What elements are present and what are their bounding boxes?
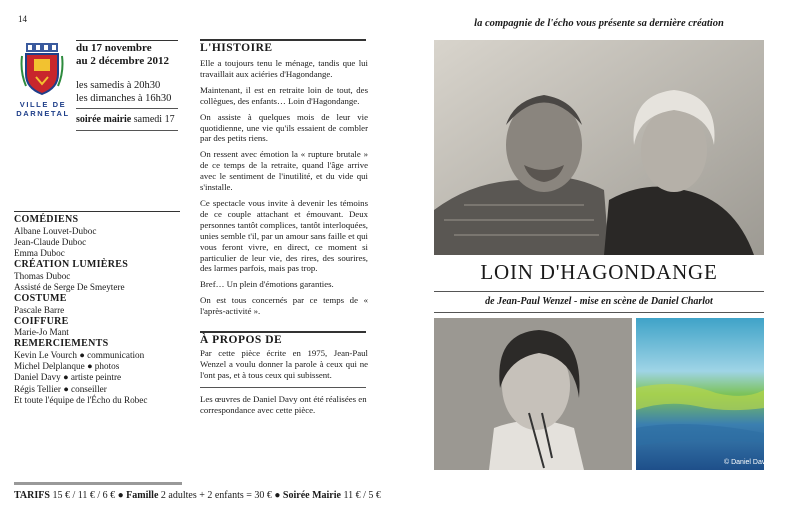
credit-line: Daniel Davy ● artiste peintre [14, 372, 122, 383]
divider [76, 108, 178, 109]
apropos-heading: À PROPOS DE [200, 334, 283, 346]
credit-line: Michel Delplanque ● photos [14, 361, 120, 372]
soiree-mairie-price: 11 € / 5 € [343, 490, 381, 501]
town-crest-logo [20, 42, 64, 96]
histoire-text [200, 58, 368, 322]
divider [434, 291, 764, 292]
credits-heading-lumieres: CRÉATION LUMIÈRES [14, 259, 129, 271]
famille-price: 2 adultes + 2 enfants = 30 € [160, 490, 272, 501]
show-title: LOIN D'HAGONDANGE [480, 260, 718, 284]
soiree-label: soirée mairie [76, 114, 132, 125]
actress-photo [434, 318, 632, 470]
credit-line: Albane Louvet-Duboc [14, 225, 97, 236]
credits-heading-coiffure: COIFFURE [14, 315, 69, 327]
divider [14, 482, 182, 485]
tarifs-line: TARIFS 15 € / 11 € / 6 € ● Famille 2 adultes + 2 enfants = 30 € ● Soirée Mairie 11 € / 5 € [14, 490, 381, 501]
divider [200, 39, 366, 41]
credit-line: Kevin Le Vourch ● communication [14, 349, 145, 360]
apropos-note: Les œuvres de Daniel Davy ont été réalisées en correspondance avec cette pièce. [200, 394, 367, 415]
show-times [76, 80, 186, 105]
divider [76, 130, 178, 131]
credit-line: Et toute l'équipe de l'Écho du Robec [14, 394, 148, 405]
credits-list [14, 214, 189, 406]
soiree-mairie [76, 114, 175, 125]
painting-image [636, 318, 764, 470]
tarifs-prices: 15 € / 11 € / 6 € [52, 490, 116, 501]
credits-heading-costume: COSTUME [14, 293, 67, 305]
date-range-end: au 2 décembre 2012 [76, 54, 169, 67]
credit-line: Thomas Duboc [14, 270, 71, 281]
histoire-paragraph: On ressent avec émotion la « rupture brutale » de ce temps de la retraite, quand l'âge arrive avec le sentiment de l'inutilité, et du vide qui s'installe. [200, 149, 368, 193]
town-name [14, 100, 72, 118]
credit-line: Marie-Jo Mant [14, 327, 69, 338]
painting-credit: © Daniel Davy [724, 459, 769, 466]
couple-photo [434, 40, 764, 255]
page-number: 14 [18, 14, 27, 24]
histoire-heading: L'HISTOIRE [200, 42, 273, 54]
divider [434, 312, 764, 313]
histoire-paragraph: Bref… Un plein d'émotions garanties. [200, 279, 334, 290]
tarifs-label: TARIFS [14, 490, 50, 501]
divider [200, 331, 366, 333]
credit-line: Emma Duboc [14, 247, 65, 258]
credit-line: Assisté de Serge De Smeytere [14, 281, 125, 292]
histoire-paragraph: Ce spectacle vous invite à devenir les témoins de ce couple attachant et émouvant. Deux personnes tantôt complices, tantôt interloquées, unies semble t'il, par un amour sans faille et qui vous feront vivre, en direct, ce moment si particulier de leur vie, des rires, des sourires, des larmes parfois, mais pas trop. [200, 197, 368, 274]
byline: de Jean-Paul Wenzel - mise en scène de Daniel Charlot [485, 296, 713, 307]
credit-line: Pascale Barre [14, 304, 65, 315]
soiree-mairie-label: Soirée Mairie [282, 490, 341, 501]
famille-label: Famille [126, 490, 159, 501]
histoire-paragraph: Elle a toujours tenu le ménage, tandis que lui travaillait aux aciéries d'Hagondange. [200, 58, 368, 79]
apropos-text: Par cette pièce écrite en 1975, Jean-Paul Wenzel a voulu donner la parole à ceux qui ne l'ont pas, et à tous ceux qui subissent. [200, 348, 368, 380]
histoire-paragraph: On assiste à quelques mois de leur vie quotidienne, une vie qu'ils essaient de combler par des petits riens. [200, 111, 368, 144]
soiree-date: samedi 17 [133, 114, 175, 125]
tagline: la compagnie de l'écho vous présente sa dernière création [474, 18, 724, 29]
sunday-time: les dimanches à 16h30 [76, 92, 172, 104]
date-range-start: du 17 novembre [76, 42, 152, 54]
credits-heading-comediens: COMÉDIENS [14, 214, 79, 225]
town-name-line1: VILLE DE [19, 100, 67, 109]
town-name-line2: DARNETAL [16, 109, 70, 118]
histoire-paragraph: Maintenant, il est en retraite loin de tout, des collègues, des enfants… Loin d'Hagondange. [200, 84, 368, 106]
credit-line: Régis Tellier ● conseiller [14, 383, 107, 394]
divider [14, 211, 180, 212]
credit-line: Jean-Claude Duboc [14, 236, 87, 247]
histoire-paragraph: On est tous concernés par ce temps de « l'après-activité ». [200, 295, 368, 317]
divider [76, 40, 178, 41]
date-range [76, 42, 186, 67]
credits-heading-remerciements: REMERCIEMENTS [14, 338, 109, 350]
divider [200, 387, 366, 388]
saturday-time: les samedis à 20h30 [76, 80, 161, 91]
